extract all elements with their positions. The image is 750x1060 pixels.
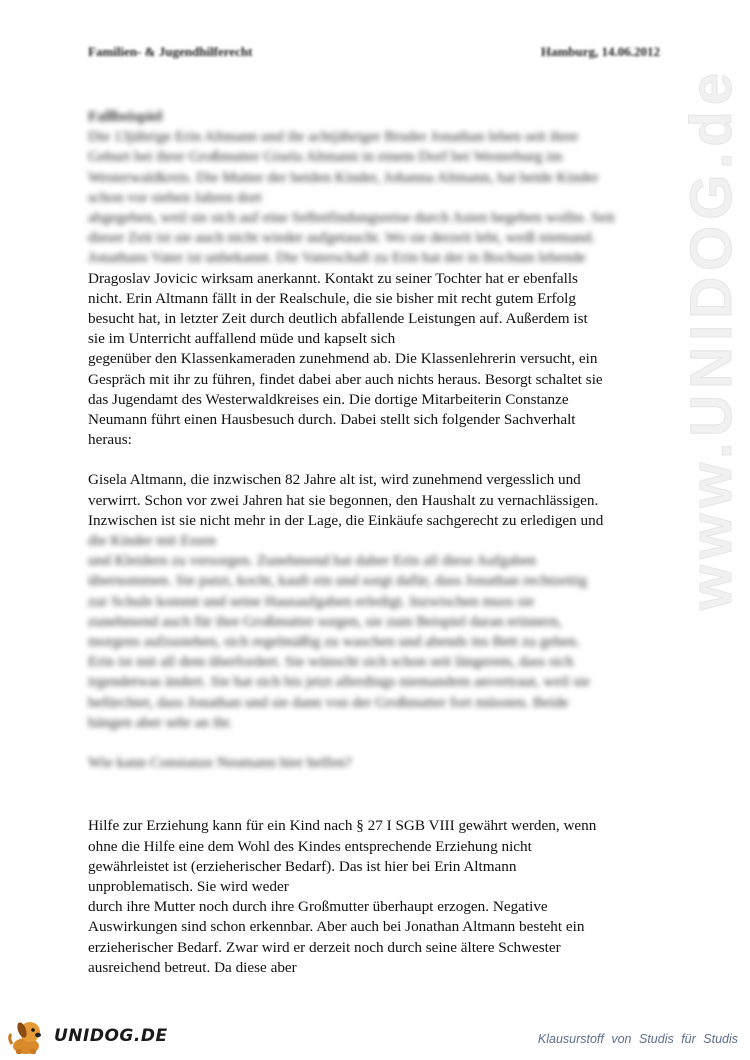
case-blurred-intro xyxy=(88,127,668,268)
text-line: sie im Unterricht auffallend müde und kapselt sich xyxy=(88,330,396,348)
case-blurred-continuation xyxy=(88,531,668,733)
header-left: Familien- & Jugendhilferecht xyxy=(88,44,253,59)
logo-text: UNIDOG.DE xyxy=(54,1026,168,1046)
text-line: zunehmend auch für ihre Großmutter sorgen, sie zum Beispiel daran erinnern, xyxy=(88,612,562,630)
header-right: Hamburg, 14.06.2012 xyxy=(540,44,660,59)
text-line: dieser Zeit ist sie auch nicht wieder aufgetaucht. Wo sie derzeit lebt, weiß niemand. xyxy=(88,229,596,247)
text-line: Gisela Altmann, die inzwischen 82 Jahre alt ist, wird zunehmend vergesslich und xyxy=(88,471,581,489)
text-line: die Kinder mit Essen xyxy=(88,532,216,550)
text-line: Gespräch mit ihr zu führen, findet dabei aber auch nichts heraus. Besorgt schaltet sie xyxy=(88,370,603,388)
watermark: www.UNIDOG.de xyxy=(679,66,744,610)
text-line: Jonathans Vater ist unbekannt. Die Vaterschaft zu Erin hat der in Bochum lebende xyxy=(88,249,586,267)
text-line: Auswirkungen sind schon erkennbar. Aber auch bei Jonathan Altmann besteht ein xyxy=(88,918,585,936)
text-line: erzieherischer Bedarf. Zwar wird er derzeit noch durch seine ältere Schwester xyxy=(88,938,561,956)
answer-paragraph xyxy=(88,816,668,978)
text-line: verwirrt. Schon vor zwei Jahren hat sie begonnen, den Haushalt zu vernachlässigen. xyxy=(88,491,599,509)
text-line: zur Schule kommt und seine Hausaufgaben erledigt. Inzwischen muss sie xyxy=(88,592,535,610)
case-paragraph-clear-2 xyxy=(88,470,668,531)
text-line: nicht. Erin Altmann fällt in der Realschule, die sie bisher mit recht gutem Erfolg xyxy=(88,289,576,307)
text-line: Erin ist mit all dem überfordert. Sie wünscht sich schon seit längerem, dass sich xyxy=(88,653,574,671)
text-line: schon vor sieben Jahren dort xyxy=(88,188,262,206)
text-line: Geburt bei ihrer Großmutter Gisela Altmann in einem Dorf bei Westerburg im xyxy=(88,148,563,166)
text-line: durch ihre Mutter noch durch ihre Großmutter überhaupt erzogen. Negative xyxy=(88,898,548,916)
text-line: gegenüber den Klassenkameraden zunehmend ab. Die Klassenlehrerin versucht, ein xyxy=(88,350,598,368)
case-question: Wie kann Constanze Neumann hier helfen? xyxy=(88,754,352,772)
document-body xyxy=(88,107,668,978)
text-line: Inzwischen ist sie nicht mehr in der Lage, die Einkäufe sachgerecht zu erledigen und xyxy=(88,511,604,529)
text-line: ohne die Hilfe eine dem Wohl des Kindes entsprechende Erziehung nicht xyxy=(88,837,532,855)
text-line: heraus: xyxy=(88,431,132,449)
text-line: Dragoslav Jovicic wirksam anerkannt. Kontakt zu seiner Tochter hat er ebenfalls xyxy=(88,269,578,287)
text-line: befürchtet, dass Jonathan und sie dann von der Großmutter fort müssten. Beide xyxy=(88,693,569,711)
dog-mascot-icon xyxy=(6,1016,52,1056)
case-heading: Fallbeispiel xyxy=(88,108,163,125)
text-line: Hilfe zur Erziehung kann für ein Kind nach § 27 I SGB VIII gewährt werden, wenn xyxy=(88,817,597,835)
text-line: besucht hat, in letzter Zeit durch deutlich abfallende Leistungen auf. Außerdem ist xyxy=(88,310,588,328)
text-line: das Jugendamt des Westerwaldkreises ein. Die dortige Mitarbeiterin Constanze xyxy=(88,390,569,408)
text-line: und Kleidern zu versorgen. Zunehmend hat daher Erin all diese Aufgaben xyxy=(88,552,537,570)
text-line: unproblematisch. Sie wird weder xyxy=(88,877,289,895)
text-line: abgegeben, weil sie sich auf eine Selbstfindungsreise durch Asien begeben wollte. Seit xyxy=(88,209,615,227)
text-line: Neumann führt einen Hausbesuch durch. Dabei stellt sich folgender Sachverhalt xyxy=(88,411,576,429)
case-paragraph-clear-1 xyxy=(88,269,668,451)
text-line: Die 13jährige Erin Altmann und ihr achtjähriger Bruder Jonathan leben seit ihrer xyxy=(88,128,579,146)
text-line: Westerwaldkreis. Die Mutter der beiden Kinder, Johanna Altmann, hat beide Kinder xyxy=(88,168,599,186)
text-line: morgens aufzustehen, sich regelmäßig zu waschen und abends ins Bett zu gehen. xyxy=(88,633,580,651)
text-line: übernommen. Sie putzt, kocht, kauft ein und sorgt dafür, dass Jonathan rechtzeitig xyxy=(88,572,587,590)
footer-tagline: Klausurstoff von Studis für Studis xyxy=(537,1032,738,1046)
text-line: hängen aber sehr an ihr. xyxy=(88,713,233,731)
unidog-logo[interactable] xyxy=(6,1016,168,1056)
text-line: gewährleistet ist (erzieherischer Bedarf). Das ist hier bei Erin Altmann xyxy=(88,857,517,875)
text-line: irgendetwas ändert. Sie hat sich bis jetzt allerdings niemandem anvertraut, weil sie xyxy=(88,673,591,691)
text-line: ausreichend betreut. Da diese aber xyxy=(88,958,297,976)
